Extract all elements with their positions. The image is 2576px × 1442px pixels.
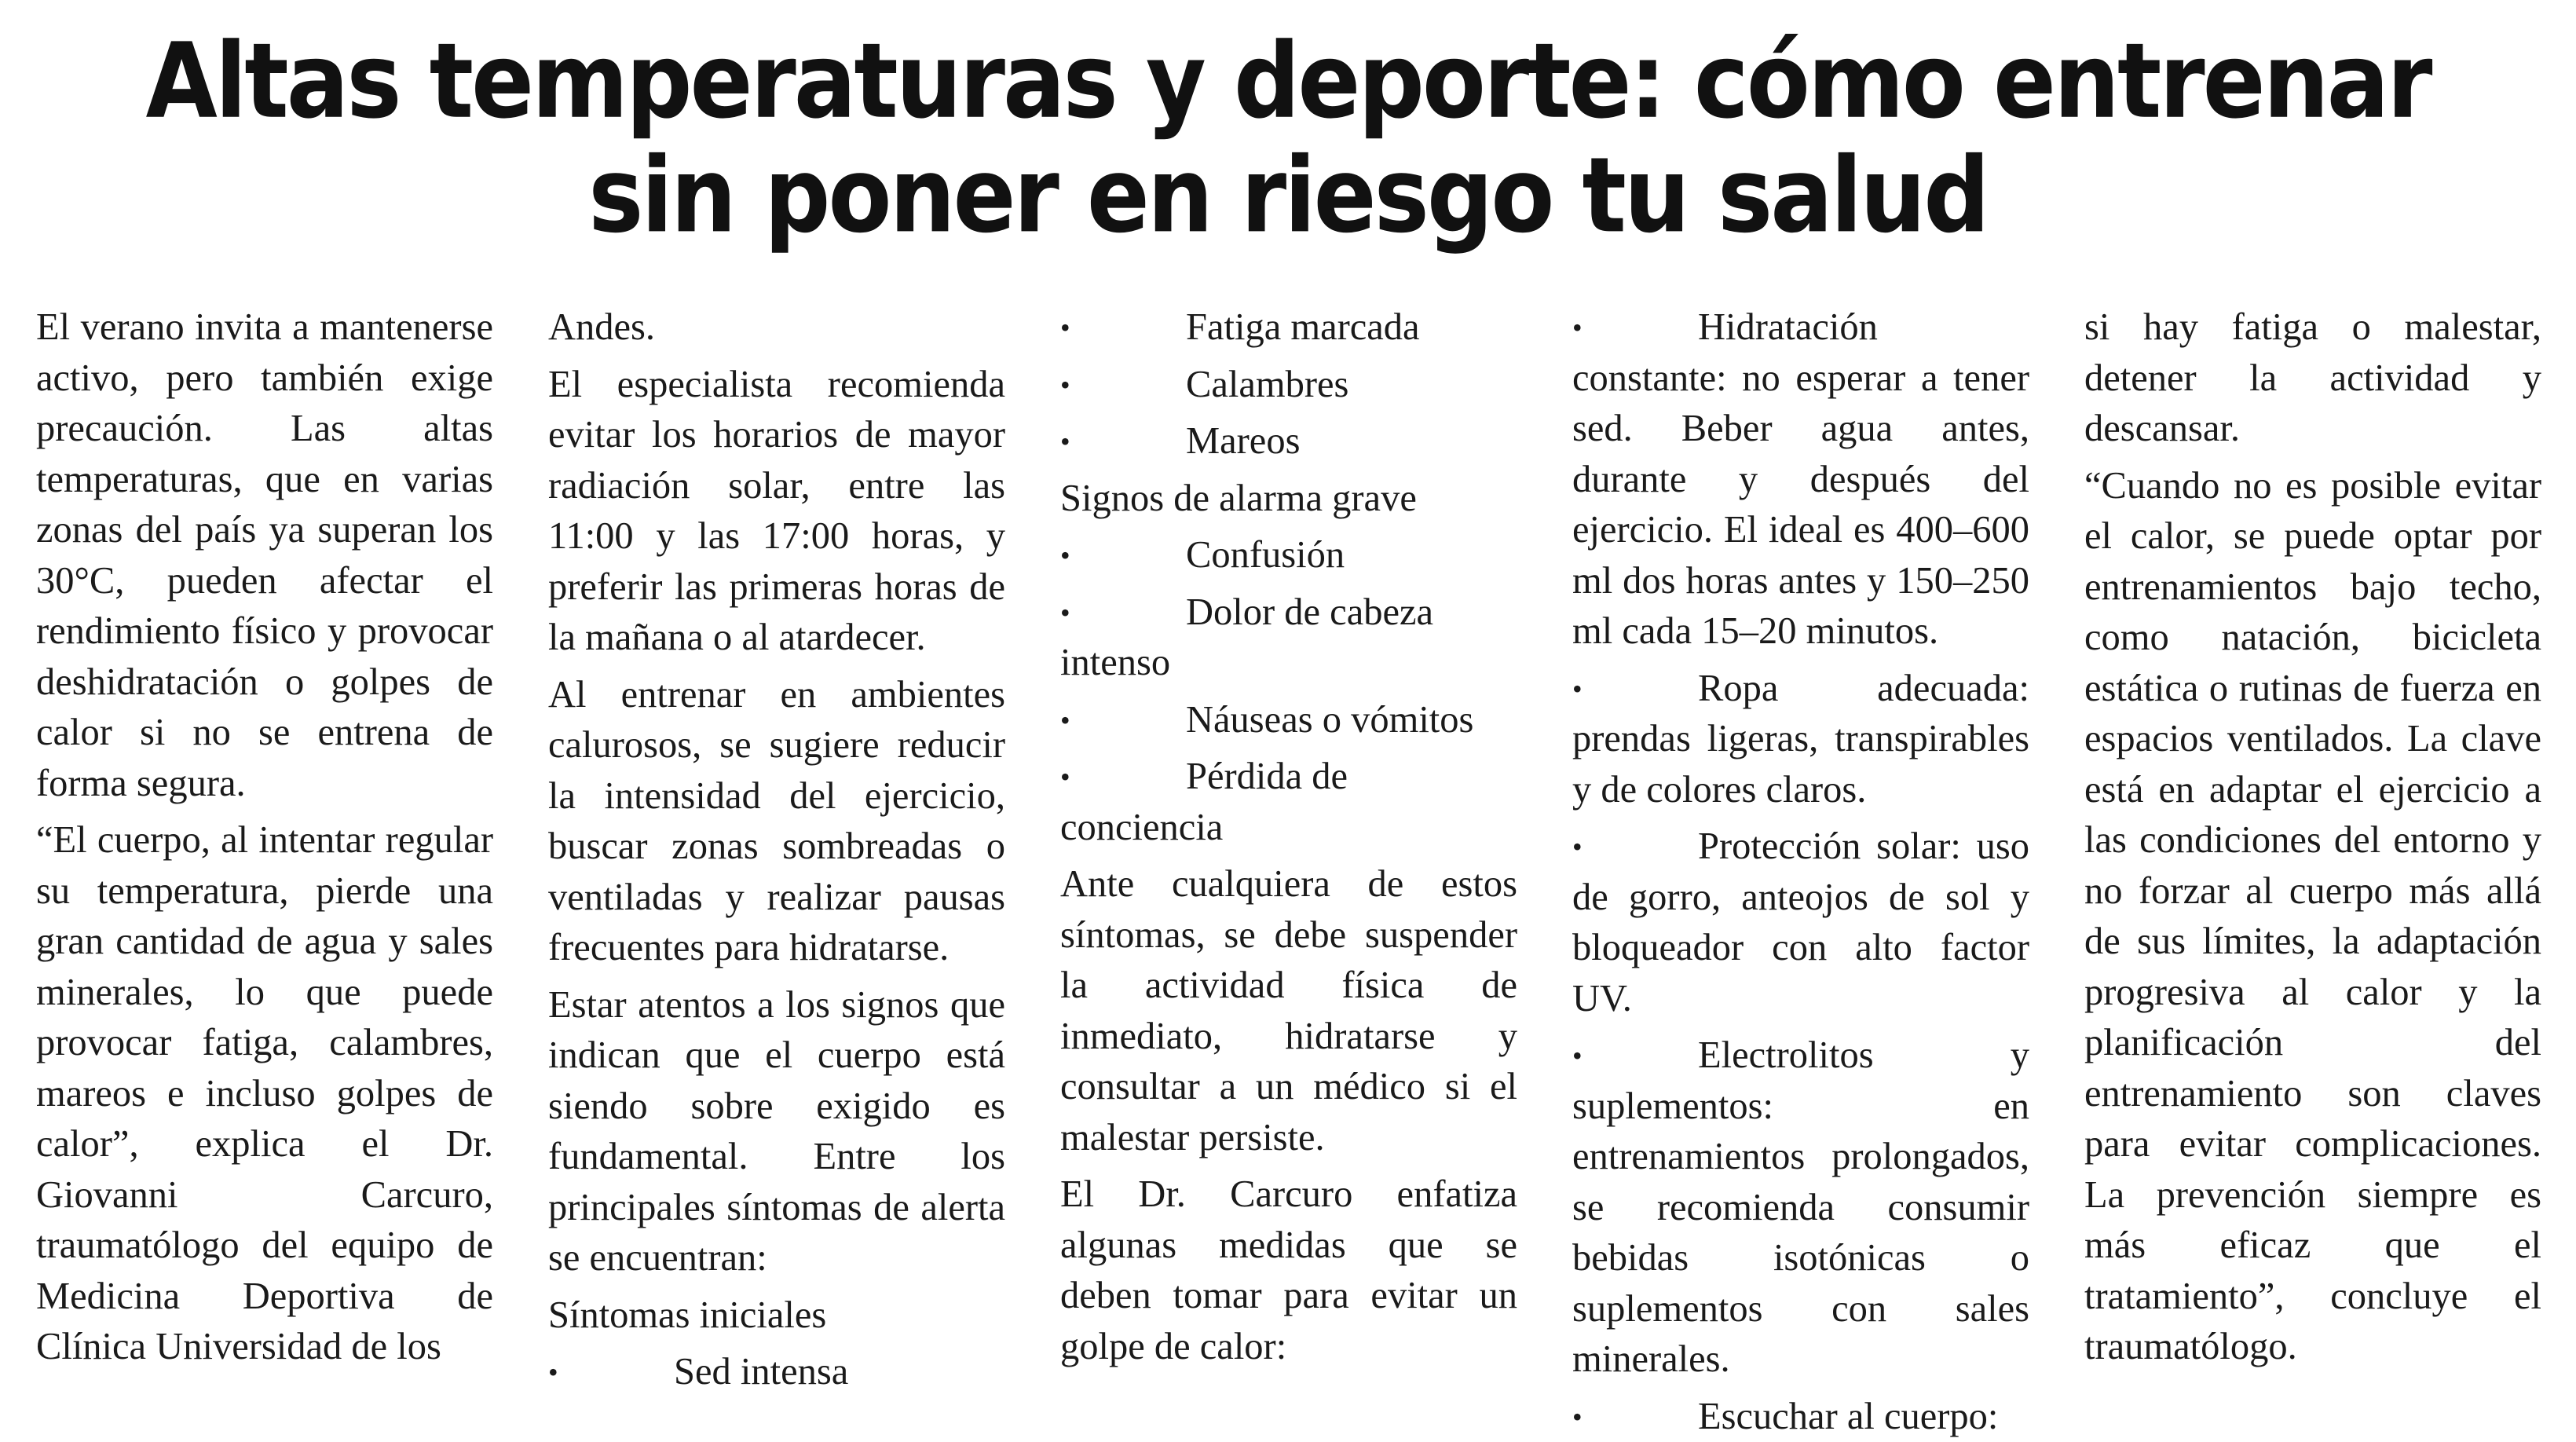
list-item: • Pérdida de conciencia: [1060, 752, 1517, 853]
article-body: [36, 302, 2541, 1418]
paragraph: El Dr. Carcuro enfatiza algunas medidas que se deben tomar para evitar un golpe de calor:: [1060, 1169, 1517, 1372]
column-3: [1060, 302, 1517, 1418]
list-item: • Mareos: [1060, 416, 1517, 467]
paragraph: Estar atentos a los signos que indican que el cuerpo está siendo sobre exigido es fundamental. Entre los principales síntomas de alerta se encuentran:: [548, 980, 1005, 1284]
paragraph: El especialista recomienda evitar los horarios de mayor radiación solar, entre las 11:00 y las 17:00 horas, y preferir las primeras horas de la mañana o al atardecer.: [548, 360, 1005, 664]
paragraph: Andes.: [548, 302, 1005, 353]
subheading-severe-signs: Signos de alarma grave: [1060, 474, 1517, 525]
subheading-initial-symptoms: Síntomas iniciales: [548, 1290, 1005, 1341]
paragraph: Ante cualquiera de estos síntomas, se debe suspender la actividad física de inmediato, hidratarse y consultar a un médico si el malestar persiste.: [1060, 859, 1517, 1163]
list-item: • Dolor de cabeza intenso: [1060, 587, 1517, 689]
list-item: • Sed intensa: [548, 1347, 1005, 1398]
list-item: • Calambres: [1060, 360, 1517, 411]
column-2: [548, 302, 1005, 1418]
list-item: • Confusión: [1060, 530, 1517, 581]
list-item: • Náuseas o vómitos: [1060, 695, 1517, 746]
list-item: • Protección solar: uso de gorro, anteojos de sol y bloqueador con alto factor UV.: [1572, 822, 2029, 1024]
paragraph: si hay fatiga o malestar, detener la actividad y descansar.: [2084, 302, 2541, 455]
paragraph: Al entrenar en ambientes calurosos, se sugiere reducir la intensidad del ejercicio, buscar zonas sombreadas o ventiladas y realizar pausas frecuentes para hidratarse.: [548, 670, 1005, 974]
column-1: [36, 302, 493, 1418]
list-item: • Fatiga marcada: [1060, 302, 1517, 353]
list-item: • Ropa adecuada: prendas ligeras, transpirables y de colores claros.: [1572, 664, 2029, 816]
column-4: [1572, 302, 2029, 1418]
paragraph: El verano invita a mantenerse activo, pero también exige precaución. Las altas temperaturas, que en varias zonas del país ya superan los 30°C, pueden afectar el rendimiento físico y provocar deshidratación o golpes de calor si no se entrena de forma segura.: [36, 302, 493, 809]
headline: Altas temperaturas y deporte: cómo entrenar sin poner en riesgo tu salud: [94, 24, 2482, 252]
list-item: • Hidratación constante: no esperar a tener sed. Beber agua antes, durante y después del ejercicio. El ideal es 400–600 ml dos horas antes y 150–250 ml cada 15–20 minutos.: [1572, 302, 2029, 657]
list-item: • Electrolitos y suplementos: en entrenamientos prolongados, se recomienda consumir bebidas isotónicas o suplementos con sales minerales.: [1572, 1030, 2029, 1385]
column-5: [2084, 302, 2541, 1418]
paragraph: “El cuerpo, al intentar regular su temperatura, pierde una gran cantidad de agua y sales minerales, lo que puede provocar fatiga, calambres, mareos e incluso golpes de calor”, explica el Dr. Giovanni Carcuro, traumatólogo del equipo de Medicina Deportiva de Clínica Universidad de los: [36, 815, 493, 1373]
paragraph: “Cuando no es posible evitar el calor, se puede optar por entrenamientos bajo techo, como natación, bicicleta estática o rutinas de fuerza en espacios ventilados. La clave está en adaptar el ejercicio a las condiciones del entorno y no forzar al cuerpo más allá de sus límites, la adaptación progresiva al calor y la planificación del entrenamiento son claves para evitar complicaciones. La prevención siempre es más eficaz que el tratamiento”, concluye el traumatólogo.: [2084, 461, 2541, 1373]
list-item: • Escuchar al cuerpo:: [1572, 1392, 2029, 1442]
